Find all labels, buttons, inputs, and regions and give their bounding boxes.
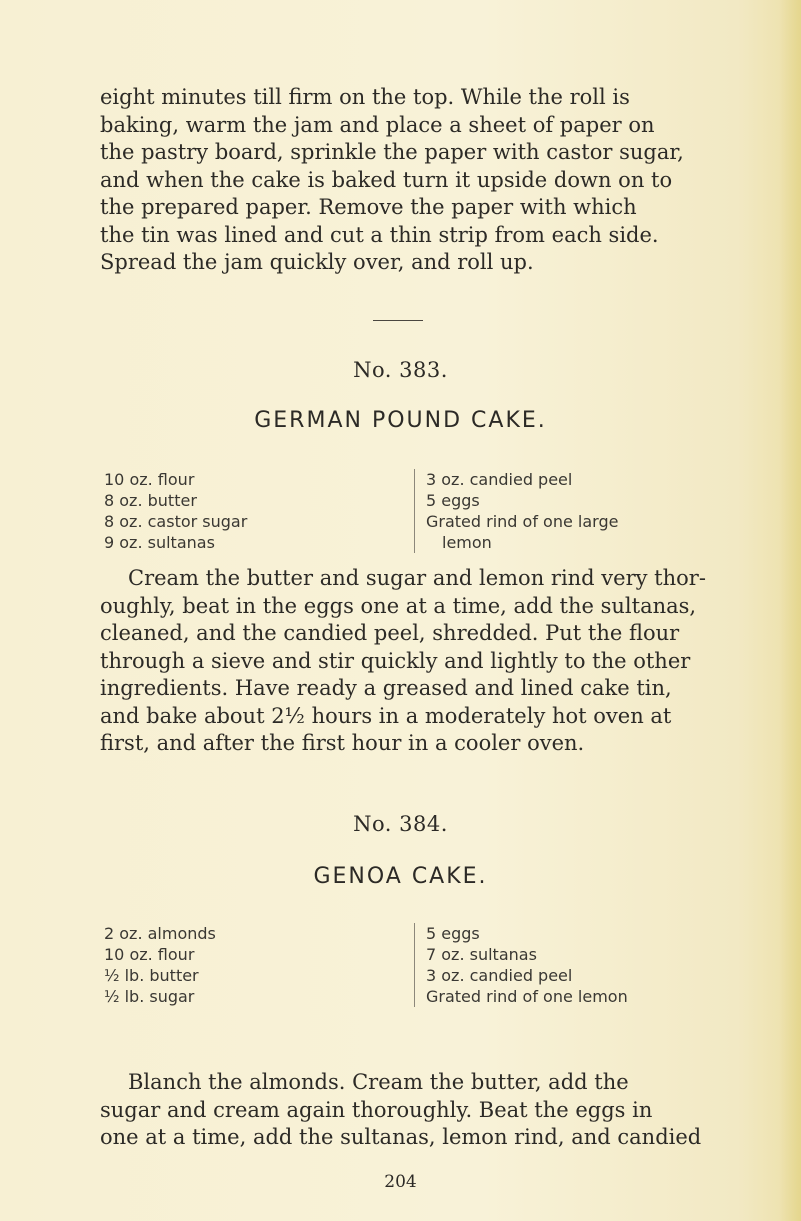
ingredient: 8 oz. butter: [104, 491, 197, 510]
ingredient: 9 oz. sultanas: [104, 533, 215, 552]
ingredient: 7 oz. sultanas: [426, 945, 537, 964]
ingredient: 8 oz. castor sugar: [104, 512, 248, 531]
ingredient: 10 oz. flour: [104, 470, 195, 489]
ingredients-right-column: [414, 469, 756, 553]
ingredient: ½ lb. butter: [104, 966, 199, 985]
ingredient: Grated rind of one large: [426, 512, 619, 531]
continuation-paragraph: [100, 84, 736, 277]
ingredient: ½ lb. sugar: [104, 987, 195, 1006]
section-divider: [373, 320, 423, 321]
recipe-title: GENOA CAKE.: [313, 864, 488, 889]
recipe-number: No. 384.: [353, 812, 448, 836]
text-line: ingredients. Have ready a greased and lined cake tin,: [100, 676, 672, 700]
text-line: the tin was lined and cut a thin strip from each side.: [100, 222, 659, 247]
text-line: through a sieve and stir quickly and lightly to the other: [100, 648, 691, 673]
text-line: baking, warm the jam and place a sheet of paper on: [100, 112, 655, 137]
ingredient: 10 oz. flour: [104, 945, 195, 964]
text-line: eight minutes till firm on the top. While the roll is: [100, 85, 630, 109]
recipe-number: No. 383.: [353, 358, 448, 382]
page-edge-stain: [779, 0, 801, 1221]
page-number: 204: [384, 1172, 417, 1192]
ingredient: 3 oz. candied peel: [426, 966, 573, 985]
text-line: sugar and cream again thoroughly. Beat the eggs in: [100, 1097, 653, 1122]
text-line: oughly, beat in the eggs one at a time, add the sultanas,: [100, 593, 697, 618]
recipe-method: [100, 1069, 736, 1152]
recipe-title: GERMAN POUND CAKE.: [254, 408, 547, 433]
ingredient: 5 eggs: [426, 491, 480, 510]
text-line: and bake about 2½ hours in a moderately hot oven at: [100, 703, 672, 728]
text-line: the prepared paper. Remove the paper with which: [100, 195, 637, 219]
ingredients-right-column: [414, 923, 756, 1007]
ingredient: 5 eggs: [426, 924, 480, 943]
ingredient: 3 oz. candied peel: [426, 470, 573, 489]
ingredients-left-column: [104, 923, 404, 1007]
ingredient: Grated rind of one lemon: [426, 987, 628, 1006]
text-line: first, and after the first hour in a cooler oven.: [100, 731, 585, 755]
ingredients-left-column: [104, 469, 404, 553]
text-line: cleaned, and the candied peel, shredded. Put the flour: [100, 621, 680, 645]
text-line: the pastry board, sprinkle the paper with castor sugar,: [100, 140, 684, 164]
text-line: Spread the jam quickly over, and roll up.: [100, 250, 534, 274]
text-line: Blanch the almonds. Cream the butter, add the: [128, 1070, 629, 1094]
text-line: Cream the butter and sugar and lemon rind very thor-: [128, 566, 706, 590]
text-line: and when the cake is baked turn it upside down on to: [100, 167, 673, 192]
ingredient: 2 oz. almonds: [104, 924, 216, 943]
recipe-method: [100, 565, 736, 758]
text-line: one at a time, add the sultanas, lemon rind, and candied: [100, 1125, 702, 1149]
ingredient: lemon: [442, 533, 492, 552]
